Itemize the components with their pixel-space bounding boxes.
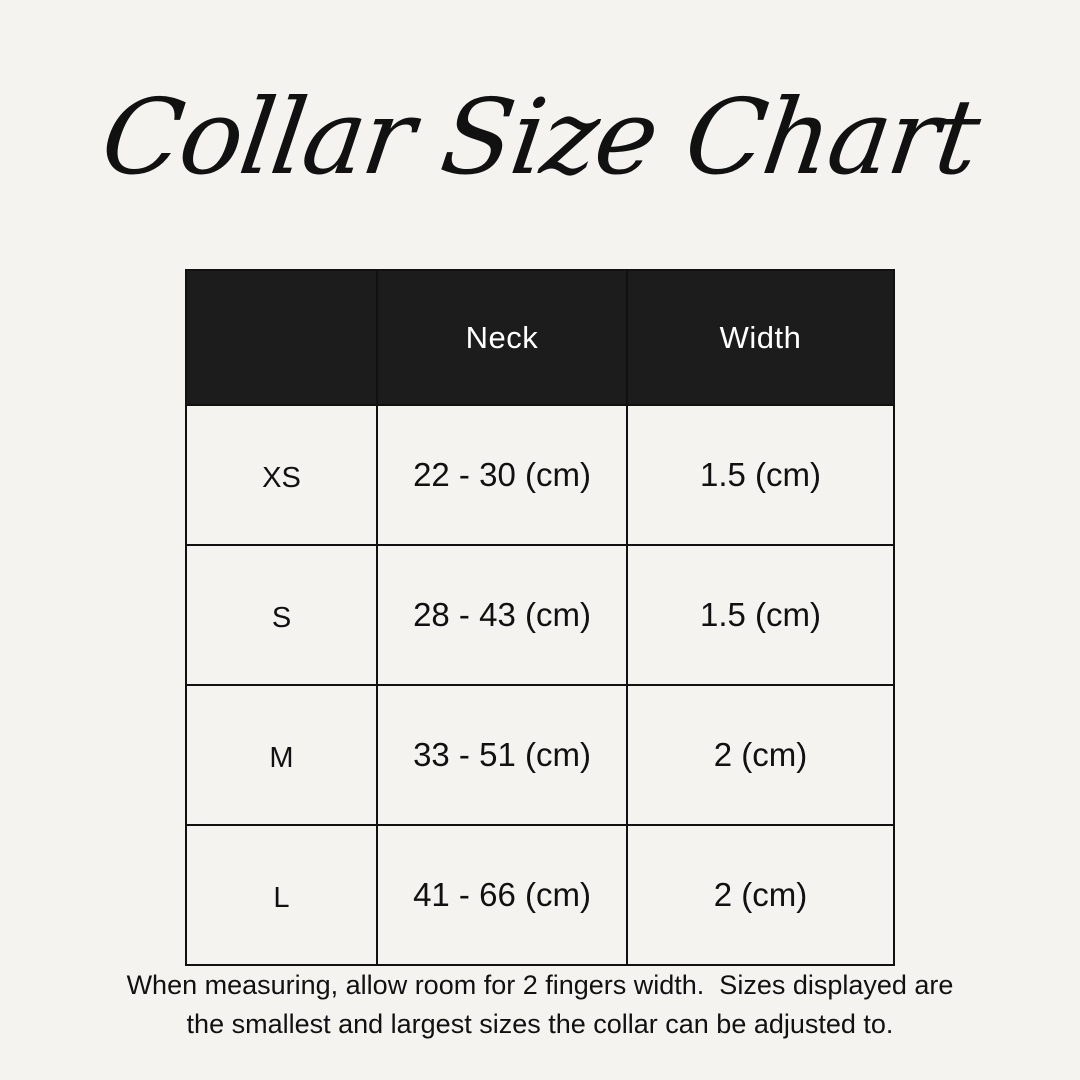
measuring-note-line-2: the smallest and largest sizes the collar can be adjusted to. <box>186 1009 894 1039</box>
neck-cell: 28 - 43 (cm) <box>377 545 627 685</box>
table-row <box>186 545 894 685</box>
table-row <box>186 685 894 825</box>
size-cell: L <box>186 825 377 965</box>
size-chart-table <box>185 269 895 966</box>
header-size <box>186 270 377 405</box>
header-neck: Neck <box>377 270 627 405</box>
measuring-note <box>40 966 1040 1044</box>
page-title: Collar Size Chart <box>94 76 986 198</box>
width-cell: 2 (cm) <box>627 825 894 965</box>
neck-cell: 22 - 30 (cm) <box>377 405 627 545</box>
size-cell: M <box>186 685 377 825</box>
table-row <box>186 405 894 545</box>
size-cell: XS <box>186 405 377 545</box>
header-width: Width <box>627 270 894 405</box>
width-cell: 1.5 (cm) <box>627 545 894 685</box>
table-row <box>186 825 894 965</box>
neck-cell: 41 - 66 (cm) <box>377 825 627 965</box>
neck-cell: 33 - 51 (cm) <box>377 685 627 825</box>
size-cell: S <box>186 545 377 685</box>
table-header-row <box>186 270 894 405</box>
width-cell: 2 (cm) <box>627 685 894 825</box>
measuring-note-line-1: When measuring, allow room for 2 fingers width. Sizes displayed are <box>126 970 954 1000</box>
width-cell: 1.5 (cm) <box>627 405 894 545</box>
